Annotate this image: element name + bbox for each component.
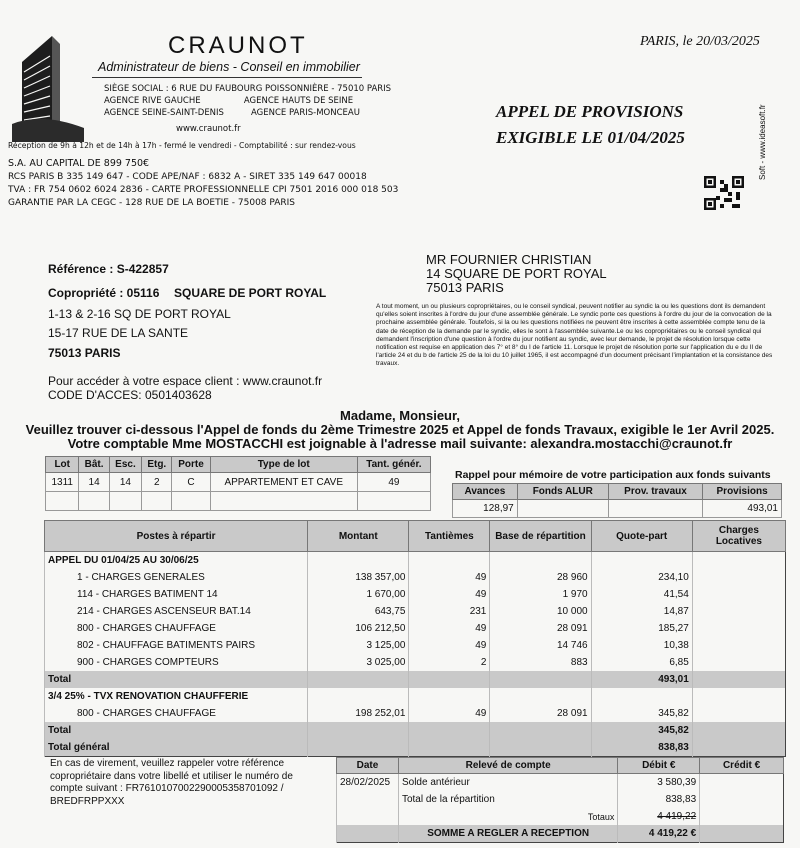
property-address-line: 15-17 RUE DE LA SANTE [48, 326, 189, 340]
company-logo [12, 32, 84, 142]
amount-due-value: 4 419,22 € [618, 825, 700, 843]
grand-total-label: Total général [45, 739, 308, 757]
quote-part: 10,38 [591, 637, 692, 654]
quote-part: 14,87 [591, 603, 692, 620]
montant: 106 212,50 [308, 620, 409, 637]
statement-header: Crédit € [700, 758, 784, 774]
total-row [45, 671, 786, 688]
funds-value: 493,01 [703, 500, 782, 518]
montant: 3 025,00 [308, 654, 409, 671]
section-title: 3/4 25% - TVX RENOVATION CHAUFFERIE [45, 688, 308, 705]
statement-label: Totaux [398, 808, 617, 825]
copropriete-label: Copropriété : 05116 [48, 286, 160, 300]
tantiemes: 49 [409, 620, 490, 637]
section-title: APPEL DU 01/04/25 AU 30/06/25 [45, 552, 308, 570]
distribution-header: Charges Locatives [692, 521, 785, 552]
lot-cell: 49 [357, 473, 430, 492]
table-row [337, 808, 784, 825]
portal-info: Pour accéder à votre espace client : www.craunot.fr [48, 374, 323, 388]
poste-label: 114 - CHARGES BATIMENT 14 [45, 586, 308, 603]
statement-credit [700, 808, 784, 825]
lot-cell: 1311 [46, 473, 79, 492]
lot-header: Type de lot [210, 457, 357, 473]
montant: 643,75 [308, 603, 409, 620]
tantiemes: 49 [409, 637, 490, 654]
base: 10 000 [490, 603, 591, 620]
table-row [45, 603, 786, 620]
distribution-header: Quote-part [591, 521, 692, 552]
tantiemes: 2 [409, 654, 490, 671]
grand-total-value: 838,83 [591, 739, 692, 757]
statement-header: Débit € [618, 758, 700, 774]
lot-header: Esc. [109, 457, 141, 473]
base: 883 [490, 654, 591, 671]
lot-header: Lot [46, 457, 79, 473]
funds-table [452, 483, 782, 518]
poste-label: 800 - CHARGES CHAUFFAGE [45, 705, 308, 722]
quote-part: 345,82 [591, 705, 692, 722]
office-line: SIÈGE SOCIAL : 6 RUE DU FAUBOURG POISSONNIÈRE - 75010 PARIS [104, 84, 392, 94]
document-subtitle: EXIGIBLE LE 01/04/2025 [496, 128, 685, 147]
tantiemes: 231 [409, 603, 490, 620]
document-date: PARIS, le 20/03/2025 [640, 34, 760, 49]
tagline-underline [92, 77, 362, 78]
quote-part: 41,54 [591, 586, 692, 603]
amount-due-label: SOMME A REGLER A RECEPTION [398, 825, 617, 843]
total-value: 345,82 [591, 722, 692, 739]
funds-value [608, 500, 702, 518]
montant: 138 357,00 [308, 569, 409, 586]
lot-table [45, 456, 431, 511]
funds-header: Avances [453, 484, 518, 500]
lot-cell: 2 [142, 473, 172, 492]
funds-header: Prov. travaux [608, 484, 702, 500]
poste-label: 800 - CHARGES CHAUFFAGE [45, 620, 308, 637]
legal-line: TVA : FR 754 0602 6024 2836 - CARTE PROFESSIONNELLE CPI 7501 2016 000 018 503 [8, 185, 399, 195]
lot-cell: 14 [109, 473, 141, 492]
table-row [45, 586, 786, 603]
total-value: 493,01 [591, 671, 692, 688]
recipient-city: 75013 PARIS [426, 280, 504, 295]
copropriete-name: SQUARE DE PORT ROYAL [174, 286, 327, 300]
lot-header: Etg. [142, 457, 172, 473]
access-code: CODE D'ACCES: 0501403628 [48, 388, 212, 402]
table-row [45, 654, 786, 671]
poste-label: 900 - CHARGES COMPTEURS [45, 654, 308, 671]
poste-label: 214 - CHARGES ASCENSEUR BAT.14 [45, 603, 308, 620]
office-line: AGENCE RIVE GAUCHE AGENCE HAUTS DE SEINE [104, 96, 354, 106]
transfer-note: En cas de virement, veuillez rappeler votre référence copropriétaire dans votre libellé et utiliser le numéro de compte suivant : FR7610107002290005358701092 / BREDFRPPXXX [50, 758, 293, 807]
document-title: APPEL DE PROVISIONS [496, 102, 684, 121]
software-credit: Soft - www.ideasoft.fr [758, 104, 767, 180]
tantiemes: 49 [409, 569, 490, 586]
recipient-street: 14 SQUARE DE PORT ROYAL [426, 266, 607, 281]
reference: Référence : S-422857 [48, 262, 169, 276]
legal-line: RCS PARIS B 335 149 647 - CODE APE/NAF : 6832 A - SIRET 335 149 647 00018 [8, 172, 367, 182]
table-row [337, 774, 784, 792]
montant: 198 252,01 [308, 705, 409, 722]
recipient-name: MR FOURNIER CHRISTIAN [426, 252, 592, 267]
lot-header: Porte [172, 457, 210, 473]
montant: 3 125,00 [308, 637, 409, 654]
total-row [45, 722, 786, 739]
funds-value [517, 500, 608, 518]
statement-date: 28/02/2025 [337, 774, 399, 792]
quote-part: 234,10 [591, 569, 692, 586]
legal-line: GARANTIE PAR LA CEGC - 128 RUE DE LA BOETIE - 75008 PARIS [8, 198, 296, 208]
table-row [453, 500, 782, 518]
table-row [337, 791, 784, 808]
distribution-header: Postes à répartir [45, 521, 308, 552]
statement-debit: 838,83 [618, 791, 700, 808]
poste-label: 802 - CHAUFFAGE BATIMENTS PAIRS [45, 637, 308, 654]
qr-code [704, 176, 744, 210]
hours-line: Réception de 9h à 12h et de 14h à 17h - fermé le vendredi - Comptabilité : sur rendez-vous [8, 141, 356, 150]
funds-title: Rappel pour mémoire de votre participation aux fonds suivants [455, 469, 771, 481]
table-row [45, 620, 786, 637]
total-label: Total [45, 722, 308, 739]
base: 1 970 [490, 586, 591, 603]
legal-line: S.A. AU CAPITAL DE 899 750€ [8, 158, 150, 169]
quote-part: 185,27 [591, 620, 692, 637]
website-line: www.craunot.fr [176, 124, 241, 134]
table-row [45, 569, 786, 586]
property-city: 75013 PARIS [48, 346, 121, 360]
statement-header: Relevé de compte [398, 758, 617, 774]
table-row [45, 705, 786, 722]
section-row [45, 552, 786, 570]
base: 14 746 [490, 637, 591, 654]
total-label: Total [45, 671, 308, 688]
salutation: Madame, Monsieur, [340, 408, 460, 423]
statement-debit: 4 419,22 [618, 808, 700, 825]
distribution-header: Tantièmes [409, 521, 490, 552]
distribution-header: Base de répartition [490, 521, 591, 552]
statement-date [337, 791, 399, 808]
grand-total-row [45, 739, 786, 757]
lot-cell: APPARTEMENT ET CAVE [210, 473, 357, 492]
funds-header: Fonds ALUR [517, 484, 608, 500]
statement-header: Date [337, 758, 399, 774]
letter-line: Votre comptable Mme MOSTACCHI est joignable à l'adresse mail suivante: alexandra.mostacchi@craunot.fr [67, 436, 733, 451]
letter-line: Veuillez trouver ci-dessous l'Appel de fonds du 2ème Trimestre 2025 et Appel de fonds Travaux, exigible le 1er Avril 2025. [25, 422, 775, 437]
distribution-header: Montant [308, 521, 409, 552]
base: 28 091 [490, 705, 591, 722]
funds-value: 128,97 [453, 500, 518, 518]
tantiemes: 49 [409, 705, 490, 722]
base: 28 960 [490, 569, 591, 586]
poste-label: 1 - CHARGES GENERALES [45, 569, 308, 586]
tantiemes: 49 [409, 586, 490, 603]
statement-date [337, 808, 399, 825]
lot-header: Bât. [79, 457, 109, 473]
funds-header: Provisions [703, 484, 782, 500]
statement-credit [700, 774, 784, 792]
statement-credit [700, 791, 784, 808]
lot-cell: 14 [79, 473, 109, 492]
legal-notice: A tout moment, un ou plusieurs copropriétaires, ou le conseil syndical, peuvent notifier au syndic la ou les questions dont ils demandent qu'elles soient inscrites à l'ordre du jour d'une assemblée générale. Le syndic porte ces questions à l'ordre du jour de la convocation de la prochaine assemblée générale. Toutefois, si la ou les questions notifiées ne peuvent être inscrites à cette assemblée compte tenu de la date de réception de la demande par le syndic, elles le sont à l'assemblée suivante.Le ou les copropriétaires ou le conseil syndical qui demandent l'inscription d'une question à l'ordre du jour notifient au syndic, avec leur demande, le projet de résolution lorsque cette notification est requise en application des 7° et 8° du I de l'article 11. Lorsque le projet de résolution porte sur l'application du e du II de l'article 24 et du b de l'article 25 de la loi du 10 juillet 1965, il est accompagné d'un document précisant l'implantation et la consistance des travaux. [376, 303, 773, 368]
account-statement-table [336, 757, 784, 843]
statement-label: Total de la répartition [398, 791, 617, 808]
company-tagline: Administrateur de biens - Conseil en immobilier [98, 60, 360, 74]
office-line: AGENCE SEINE-SAINT-DENIS AGENCE PARIS-MONCEAU [104, 108, 360, 118]
section-row [45, 688, 786, 705]
property-address-line: 1-13 & 2-16 SQ DE PORT ROYAL [48, 307, 231, 321]
lot-cell: C [172, 473, 210, 492]
statement-label: Solde antérieur [398, 774, 617, 792]
company-name: CRAUNOT [168, 32, 308, 59]
statement-debit: 3 580,39 [618, 774, 700, 792]
base: 28 091 [490, 620, 591, 637]
table-row [45, 637, 786, 654]
quote-part: 6,85 [591, 654, 692, 671]
table-row [46, 473, 431, 492]
amount-due-row [337, 825, 784, 843]
distribution-table [44, 520, 786, 757]
lot-header: Tant. génér. [357, 457, 430, 473]
montant: 1 670,00 [308, 586, 409, 603]
